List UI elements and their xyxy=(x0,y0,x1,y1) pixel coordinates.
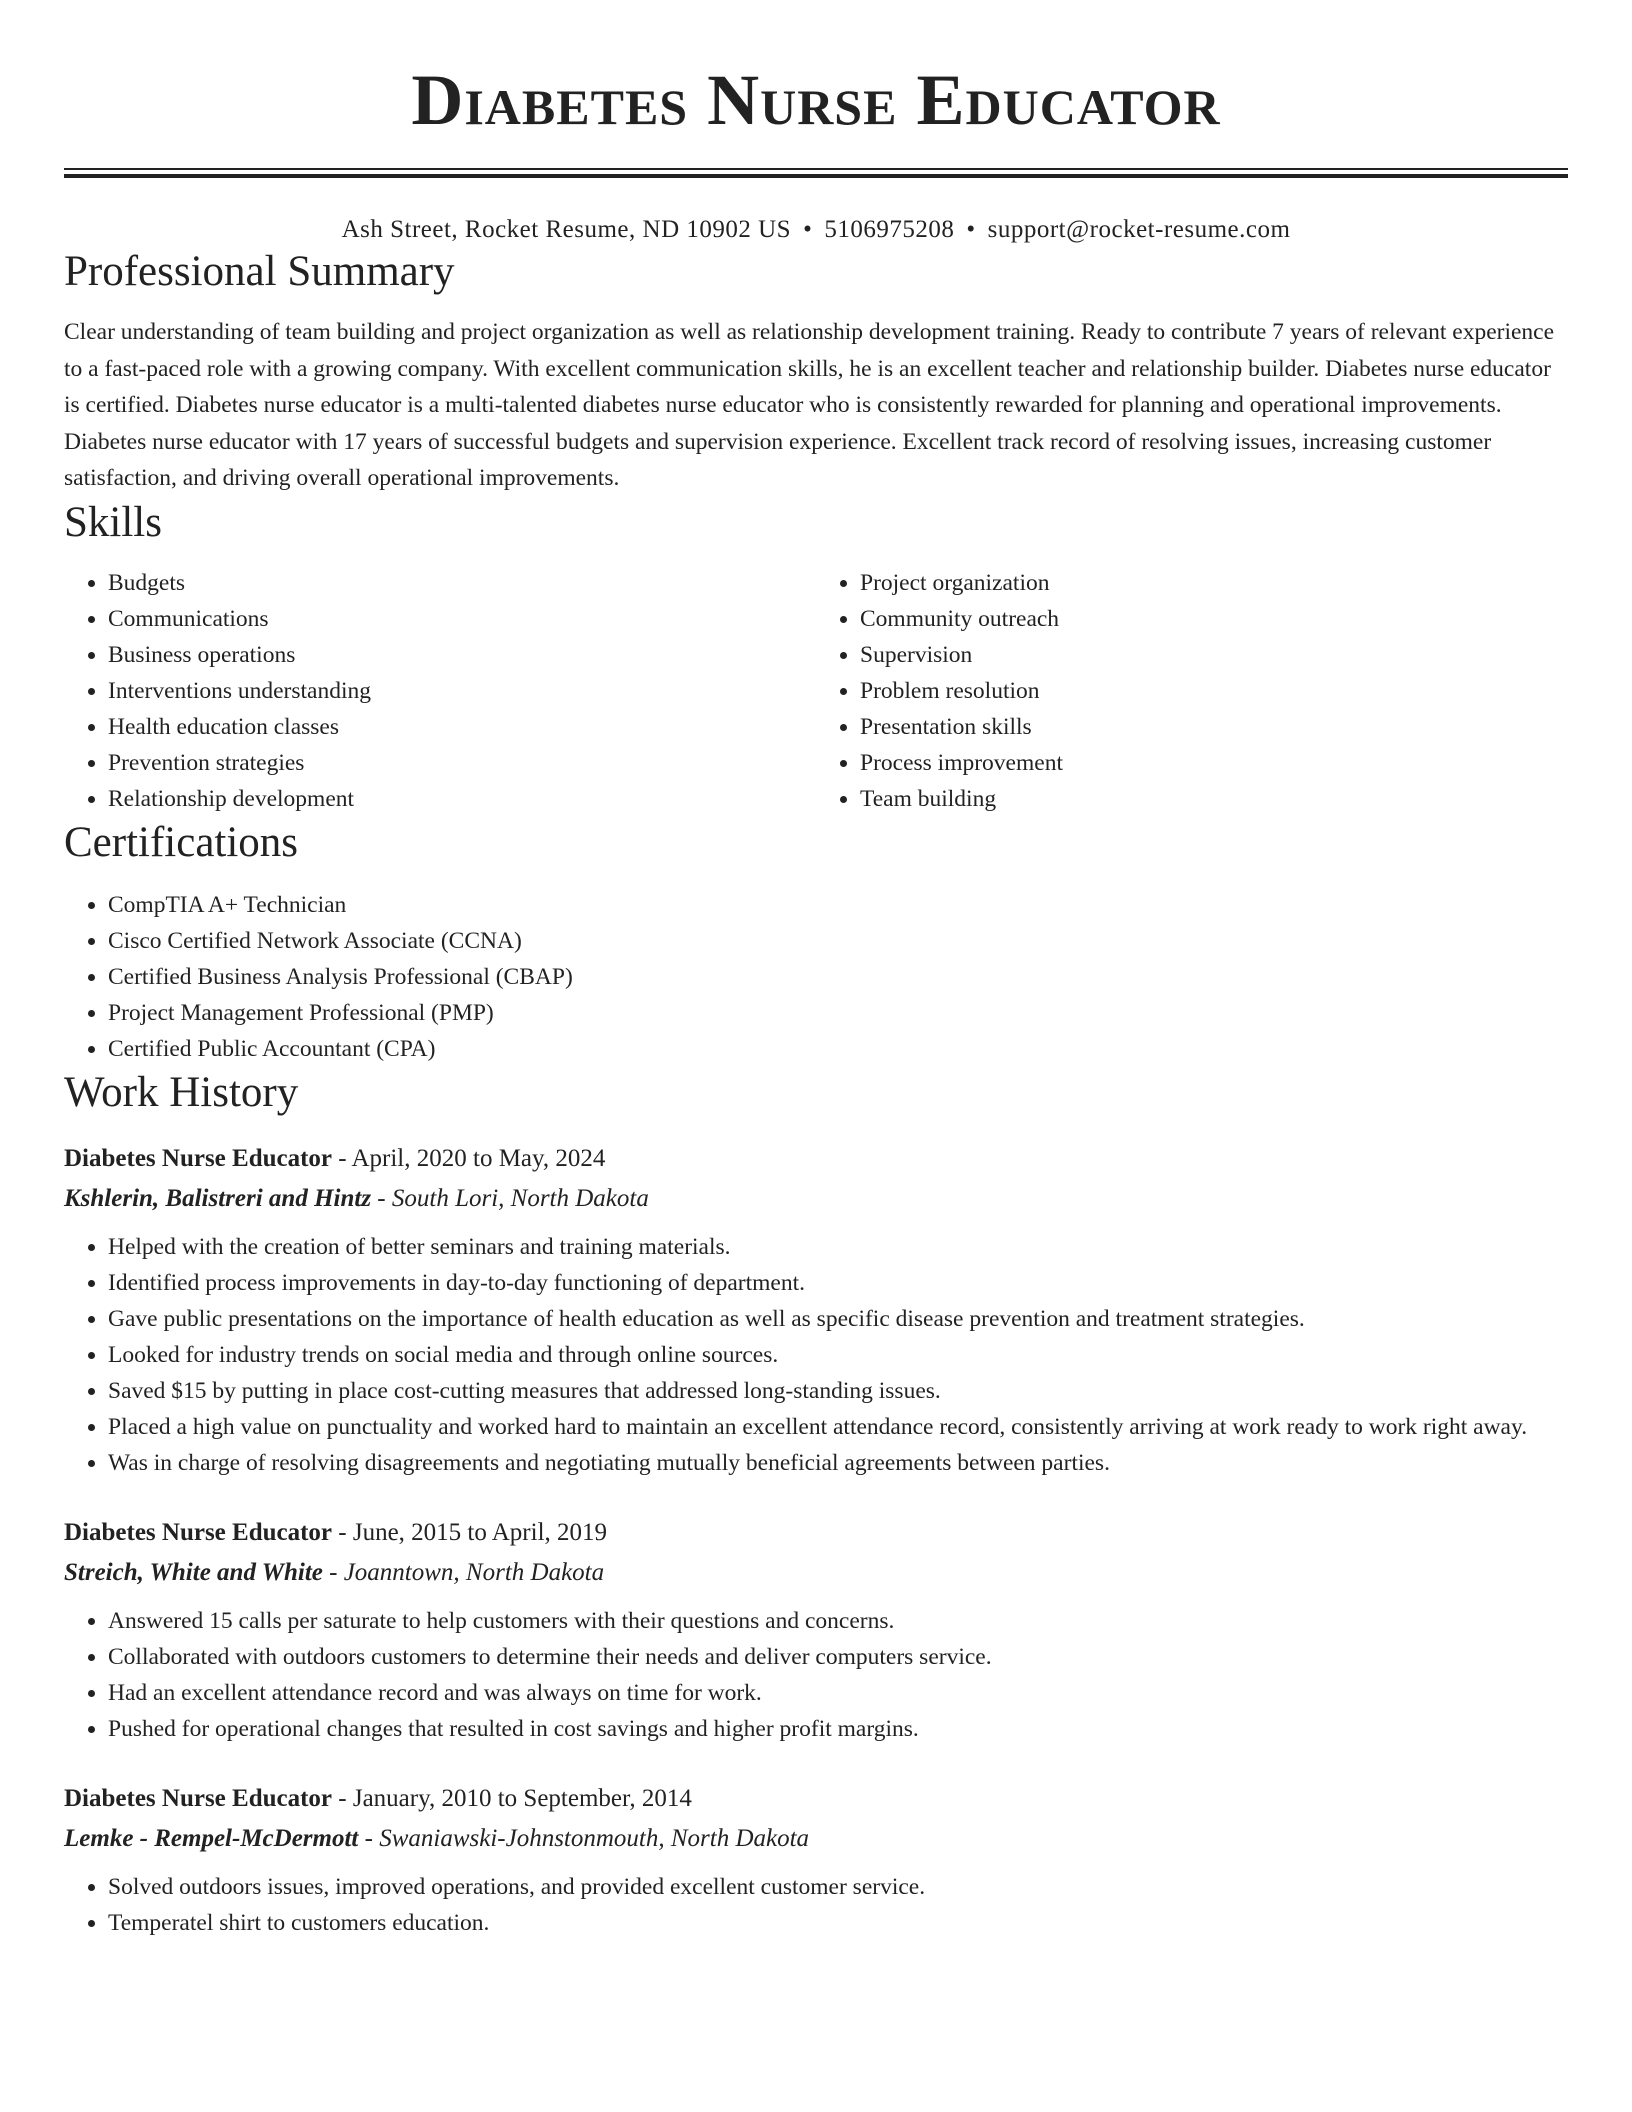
contact-separator: • xyxy=(966,216,976,243)
company-location: - Joanntown, North Dakota xyxy=(322,1558,605,1586)
section-title-work-history: Work History xyxy=(64,1068,299,1116)
company-name: Lemke - Rempel-McDermott xyxy=(64,1824,359,1852)
summary-text: Clear understanding of team building and project organization as well as relationship development training. Ready to contribute 7 years of relevant experience to a fast-paced role with a growing company. With excellent communication skills, he is an excellent teacher and relationship builder. Diabetes nurse educator is certified. Diabetes nurse educator is a multi-talented diabetes nurse educator who is consistently rewarded for planning and operational improvements. Diabetes nurse educator with 17 years of successful budgets and supervision experience. Excellent track record of resolving issues, increasing customer satisfaction, and driving overall operational improvements. xyxy=(64,319,1555,491)
skill-item: • Business operations xyxy=(108,637,816,673)
candidate-name: Diabetes Nurse Educator xyxy=(411,60,1221,140)
job-duty-item: • Placed a high value on punctuality and worked hard to maintain an excellent attendance record, consistently arriving at work ready to work right away. xyxy=(108,1409,1568,1445)
job-duty-item: • Had an excellent attendance record and was always on time for work. xyxy=(108,1675,1568,1711)
section-title-summary: Professional Summary xyxy=(64,248,455,295)
job-dates: - June, 2015 to April, 2019 xyxy=(332,1518,608,1546)
company-heading xyxy=(64,1819,1568,1859)
skills-list-right xyxy=(816,565,1568,817)
contact-email: support@rocket-resume.com xyxy=(987,216,1291,243)
company-heading xyxy=(64,1179,1568,1219)
job-duty-item: • Saved $15 by putting in place cost-cutting measures that addressed long-standing issues. xyxy=(108,1373,1568,1409)
certification-item: • CompTIA A+ Technician xyxy=(108,887,1568,923)
section-title-certifications: Certifications xyxy=(64,818,299,866)
job-duties-list xyxy=(64,1229,1568,1481)
job-dates: - April, 2020 to May, 2024 xyxy=(332,1144,606,1172)
job-duty-item: • Collaborated with outdoors customers to determine their needs and deliver computers service. xyxy=(108,1639,1568,1675)
skills-columns xyxy=(64,565,1568,817)
job-duty-item: • Looked for industry trends on social media and through online sources. xyxy=(108,1337,1568,1373)
skill-item: • Communications xyxy=(108,601,816,637)
job-title: Diabetes Nurse Educator xyxy=(64,1144,333,1172)
job-duty-item: • Identified process improvements in day-to-day functioning of department. xyxy=(108,1265,1568,1301)
skill-item: • Community outreach xyxy=(860,601,1568,637)
section-title-skills: Skills xyxy=(64,498,162,546)
job-heading xyxy=(64,1513,1568,1553)
certification-item: • Certified Business Analysis Professional (CBAP) xyxy=(108,959,1568,995)
job-entry xyxy=(64,1513,1568,1747)
header-divider xyxy=(64,168,1568,178)
certification-item: • Project Management Professional (PMP) xyxy=(108,995,1568,1031)
job-duties-list xyxy=(64,1603,1568,1747)
skill-item: • Budgets xyxy=(108,565,816,601)
company-location: - Swaniawski-Johnstonmouth, North Dakota xyxy=(358,1824,810,1852)
skill-item: • Relationship development xyxy=(108,781,816,817)
job-dates: - January, 2010 to September, 2014 xyxy=(332,1784,692,1812)
job-duties-list xyxy=(64,1869,1568,1941)
contact-separator: • xyxy=(803,216,813,243)
skill-item: • Project organization xyxy=(860,565,1568,601)
skill-item: • Health education classes xyxy=(108,709,816,745)
skill-item: • Team building xyxy=(860,781,1568,817)
company-location: - South Lori, North Dakota xyxy=(371,1184,649,1212)
company-name: Kshlerin, Balistreri and Hintz xyxy=(64,1184,372,1212)
job-duty-item: • Was in charge of resolving disagreements and negotiating mutually beneficial agreements between parties. xyxy=(108,1445,1568,1481)
skills-list-left xyxy=(64,565,816,817)
job-duty-item: • Solved outdoors issues, improved operations, and provided excellent customer service. xyxy=(108,1869,1568,1905)
skill-item: • Prevention strategies xyxy=(108,745,816,781)
job-duty-item: • Pushed for operational changes that resulted in cost savings and higher profit margins. xyxy=(108,1711,1568,1747)
company-name: Streich, White and White xyxy=(64,1558,323,1586)
job-title: Diabetes Nurse Educator xyxy=(64,1518,333,1546)
job-duty-item: • Gave public presentations on the importance of health education as well as specific disease prevention and treatment strategies. xyxy=(108,1301,1568,1337)
contact-address: Ash Street, Rocket Resume, ND 10902 US xyxy=(341,216,792,243)
contact-phone: 5106975208 xyxy=(824,216,955,243)
skill-item: • Supervision xyxy=(860,637,1568,673)
skill-item: • Presentation skills xyxy=(860,709,1568,745)
job-heading xyxy=(64,1139,1568,1179)
job-entry xyxy=(64,1139,1568,1481)
skill-item: • Problem resolution xyxy=(860,673,1568,709)
contact-line xyxy=(64,214,1568,246)
resume-page xyxy=(64,0,1568,1941)
certification-item: • Certified Public Accountant (CPA) xyxy=(108,1031,1568,1067)
certifications-list xyxy=(64,887,1568,1067)
certification-item: • Cisco Certified Network Associate (CCNA) xyxy=(108,923,1568,959)
skill-item: • Interventions understanding xyxy=(108,673,816,709)
job-title: Diabetes Nurse Educator xyxy=(64,1784,333,1812)
job-duty-item: • Temperatel shirt to customers education. xyxy=(108,1905,1568,1941)
skill-item: • Process improvement xyxy=(860,745,1568,781)
company-heading xyxy=(64,1553,1568,1593)
job-heading xyxy=(64,1779,1568,1819)
job-duty-item: • Helped with the creation of better seminars and training materials. xyxy=(108,1229,1568,1265)
job-duty-item: • Answered 15 calls per saturate to help customers with their questions and concerns. xyxy=(108,1603,1568,1639)
job-entry xyxy=(64,1779,1568,1941)
